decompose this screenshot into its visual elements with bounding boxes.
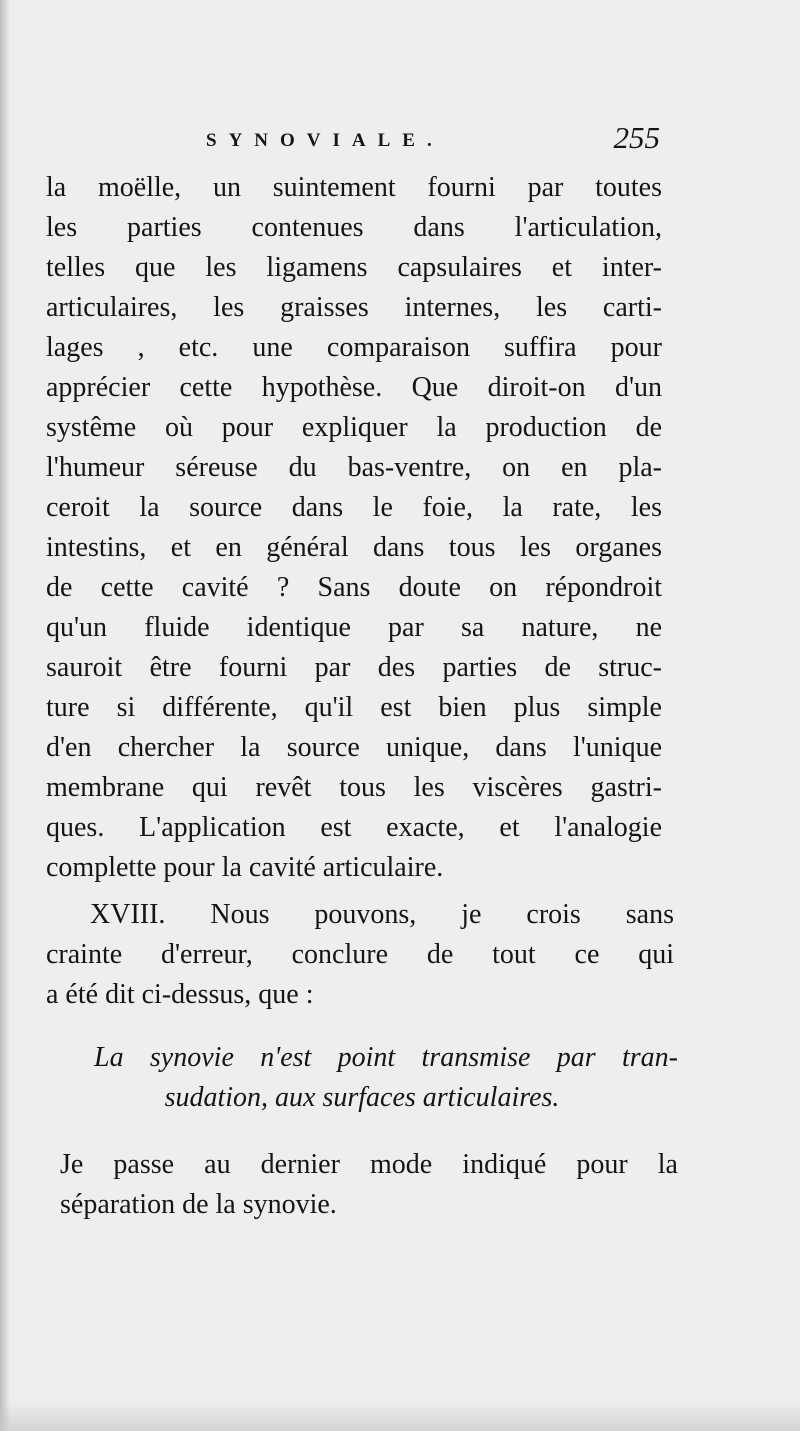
text-line: crainte d'erreur, conclure de tout ce qui — [46, 939, 674, 970]
text-line: a été dit ci-dessus, que : — [46, 979, 314, 1010]
text-line: l'humeur séreuse du bas-ventre, on en pla- — [46, 452, 662, 483]
italic-conclusion — [46, 1038, 678, 1118]
text-line: membrane qui revêt tous les viscères gastri- — [46, 772, 662, 803]
page-header — [46, 120, 660, 162]
text-line: intestins, et en général dans tous les organes — [46, 532, 662, 563]
text-line: ceroit la source dans le foie, la rate, les — [46, 492, 662, 523]
text-line: complette pour la cavité articulaire. — [46, 852, 444, 883]
text-line: qu'un fluide identique par sa nature, ne — [46, 612, 662, 643]
text-line: lages , etc. une comparaison suffira pour — [46, 332, 662, 363]
text-line: de cette cavité ? Sans doute on répondroit — [46, 572, 662, 603]
paragraph-3 — [60, 1145, 678, 1225]
text-line: ture si différente, qu'il est bien plus simple — [46, 692, 662, 723]
text-line: la moëlle, un suintement fourni par toutes — [46, 172, 662, 203]
running-title: SYNOVIALE. — [206, 130, 444, 151]
text-line: les parties contenues dans l'articulation, — [46, 212, 662, 243]
text-line: XVIII. Nous pouvons, je crois sans — [90, 899, 674, 930]
text-line: séparation de la synovie. — [60, 1189, 337, 1220]
paragraph-1 — [46, 168, 662, 888]
page-bottom-shadow — [0, 1401, 800, 1431]
text-line: Je passe au dernier mode indiqué pour la — [60, 1149, 678, 1180]
text-line: telles que les ligamens capsulaires et inter- — [46, 252, 662, 283]
page-number: 255 — [613, 120, 660, 155]
text-line: systême où pour expliquer la production de — [46, 412, 662, 443]
paragraph-2 — [46, 895, 674, 1015]
page-edge-shadow — [0, 0, 10, 1431]
text-line: sudation, aux surfaces articulaires. — [164, 1082, 560, 1113]
text-line: d'en chercher la source unique, dans l'unique — [46, 732, 662, 763]
text-line: La synovie n'est point transmise par tran- — [94, 1042, 678, 1073]
text-line: articulaires, les graisses internes, les carti- — [46, 292, 662, 323]
text-line: apprécier cette hypothèse. Que diroit-on d'un — [46, 372, 662, 403]
text-line: ques. L'application est exacte, et l'analogie — [46, 812, 662, 843]
text-line: sauroit être fourni par des parties de struc- — [46, 652, 662, 683]
